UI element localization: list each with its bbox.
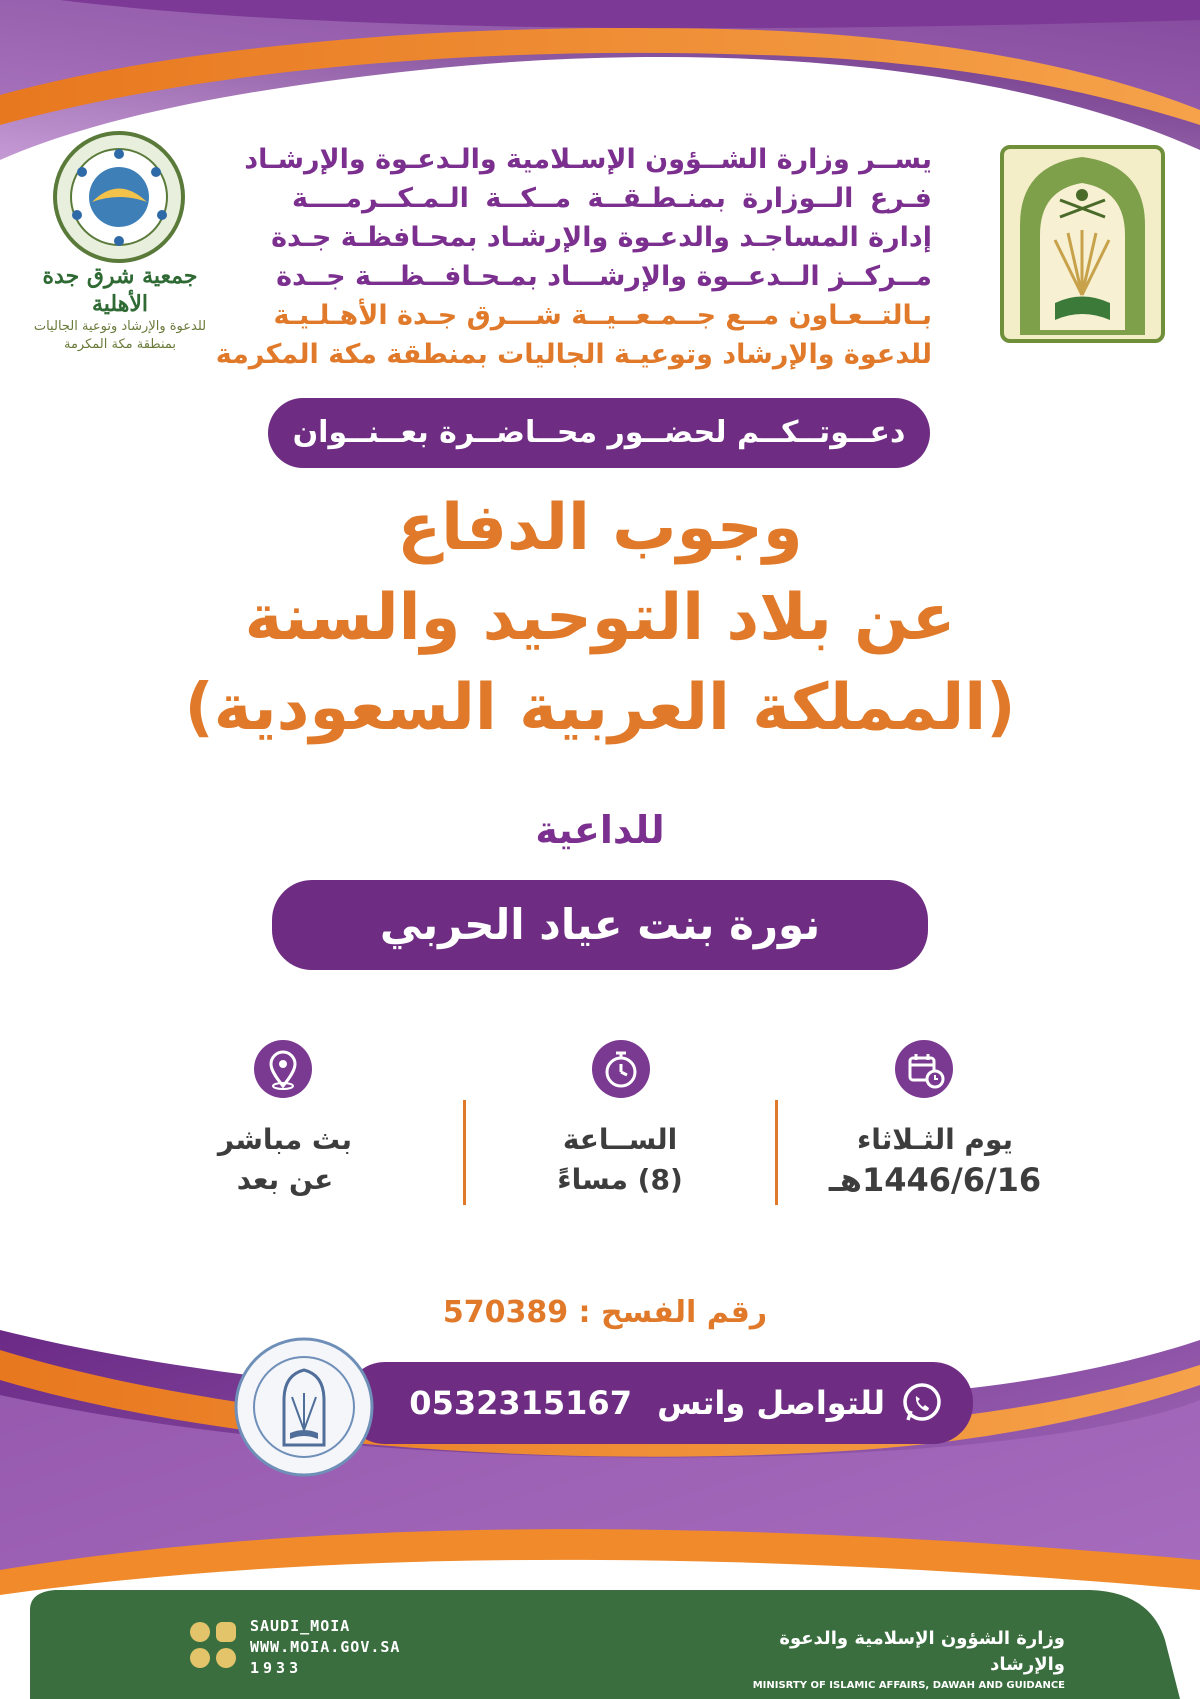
speaker-name: نورة بنت عياد الحربي [379,900,821,949]
lecture-title-line-1: وجوب الدفاع [397,491,803,565]
divider-left [463,1100,466,1205]
ministry-emblem-icon [1000,145,1165,343]
calendar-icon [895,1040,953,1098]
detail-time [505,1120,735,1200]
header-line-3: إدارة المساجـد والدعـوة والإرشـاد بمحـافظـة جـدة [271,222,932,253]
invitation-text: دعــوتــكــم لحضــور محــاضــرة بعــنــوان [292,415,906,450]
location-pin-icon [254,1040,312,1098]
location-line-2: عن بعد [236,1163,334,1196]
contact-text [409,1362,885,1444]
phone-icon[interactable] [216,1648,236,1668]
contact-banner [345,1362,973,1444]
header-intro [215,140,932,374]
twitter-icon[interactable] [190,1622,210,1642]
lecture-title-line-2: عن بلاد التوحيد والسنة [244,581,956,655]
footer-ministry [700,1626,1065,1694]
society-subtitle-2: بمنطقة مكة المكرمة [63,337,177,352]
permit-line [440,1295,770,1330]
society-name: جمعية شرق جدة الأهلية [42,263,198,317]
contact-phone[interactable]: 0532315167 [409,1384,632,1422]
society-subtitle-1: للدعوة والإرشاد وتوعية الجاليات [33,319,207,334]
speaker-label: للداعية [535,808,665,852]
society-emblem-icon [52,130,187,265]
header-line-2: فـرع الــوزارة بمنـطـقــة مــكــة الـمـكــرمــــة [292,183,932,214]
divider-right [775,1100,778,1205]
center-stamp-icon [232,1335,377,1480]
permit-label: رقم الفسح : [578,1295,768,1330]
invitation-banner [268,398,930,468]
header-line-1: يســر وزارة الشــؤون الإسـلامية والـدعـوة والإرشـاد [244,144,932,175]
footer-hotline[interactable]: 1933 [250,1659,303,1677]
whatsapp-icon[interactable] [899,1380,945,1426]
footer-contacts [250,1616,400,1679]
footer-ministry-ar: وزارة الشؤون الإسلامية والدعوة والإرشاد [779,1628,1065,1675]
location-line-1: بث مباشر [217,1123,353,1156]
speaker-banner [272,880,928,970]
society-name-block [15,262,225,354]
header-line-5: بـالتــعـاون مــع جــمـعــيــة شـــرق جـدة الأهـلـيـة [273,300,932,331]
footer-ministry-en: MINISRTY OF ISLAMIC AFFAIRS, DAWAH AND GUIDANCE [752,1680,1065,1691]
detail-date [820,1120,1050,1200]
time-label: الســاعة [562,1123,678,1156]
footer-handle[interactable]: SAUDI_MOIA [250,1617,351,1635]
time-value: (8) مساءً [557,1163,683,1196]
facebook-icon[interactable] [190,1648,210,1668]
instagram-icon[interactable] [216,1622,236,1642]
detail-location [170,1120,400,1200]
lecture-title-line-3: (المملكة العربية السعودية) [184,671,1016,745]
stopwatch-icon [592,1040,650,1098]
date-value: 1446/6/16هـ [828,1161,1042,1199]
contact-label: للتواصل واتس [657,1384,885,1422]
header-line-6: للدعوة والإرشاد وتوعيـة الجاليات بمنطقة مكة المكرمة [215,339,932,370]
header-line-4: مــركــز الــدعــوة والإرشـــاد بمـحـافــظـــة جــدة [276,261,932,292]
permit-number: 570389 [442,1295,569,1330]
date-day: يوم الثـلاثاء [856,1123,1014,1156]
footer-website[interactable]: WWW.MOIA.GOV.SA [250,1638,401,1656]
